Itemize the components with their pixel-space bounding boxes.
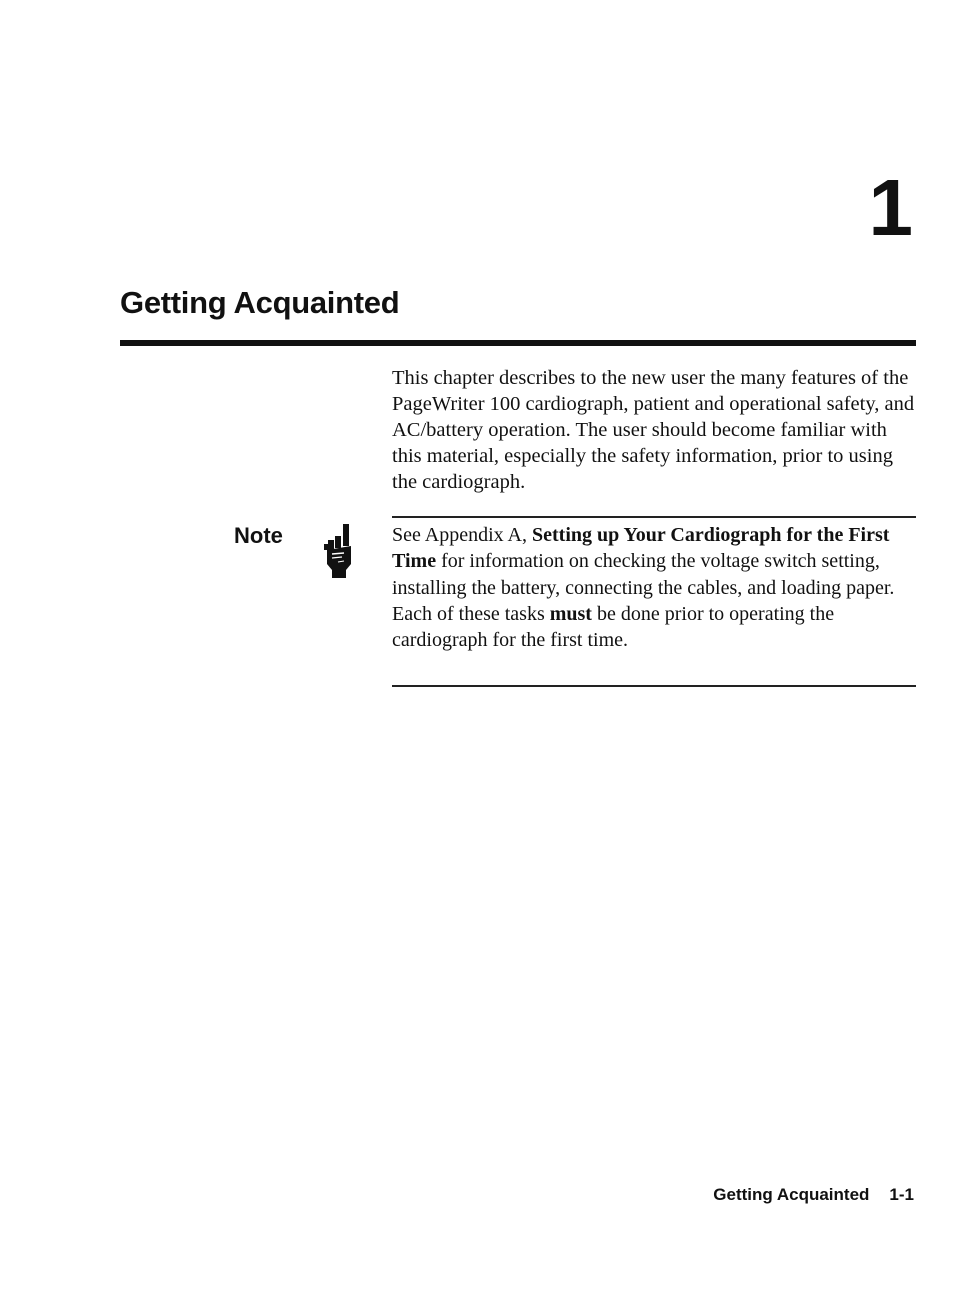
- note-top-rule: [392, 516, 916, 518]
- emphasis-must: must: [549, 602, 592, 625]
- note-body: [392, 522, 916, 653]
- footer-section-title: Getting Acquainted: [713, 1185, 870, 1204]
- note-text-1: See Appendix A,: [392, 524, 532, 546]
- footer-page-number: 1-1: [889, 1185, 914, 1204]
- chapter-title: Getting Acquainted: [120, 285, 400, 320]
- pointing-hand-icon: [324, 524, 354, 578]
- appendix-title: Setting up Your Cardiograph for the First Time: [392, 524, 890, 573]
- note-bottom-rule: [392, 685, 916, 687]
- intro-paragraph: This chapter describes to the new user the many features of the PageWriter 100 cardiograph, patient and operational safety, and AC/battery operation. The user should become familiar with this material, especially the safety information, prior to using the cardiograph.: [392, 367, 915, 493]
- note-label: Note: [234, 523, 283, 548]
- note-text-3: be done prior to operating the cardiograph for the first time.: [392, 602, 835, 652]
- title-rule: [120, 340, 916, 346]
- chapter-number: 1: [868, 163, 913, 252]
- page-footer: [713, 1185, 914, 1205]
- note-text-2: for information on checking the voltage switch setting, installing the battery, connecting the cables, and loading paper. Each of these tasks: [392, 550, 895, 625]
